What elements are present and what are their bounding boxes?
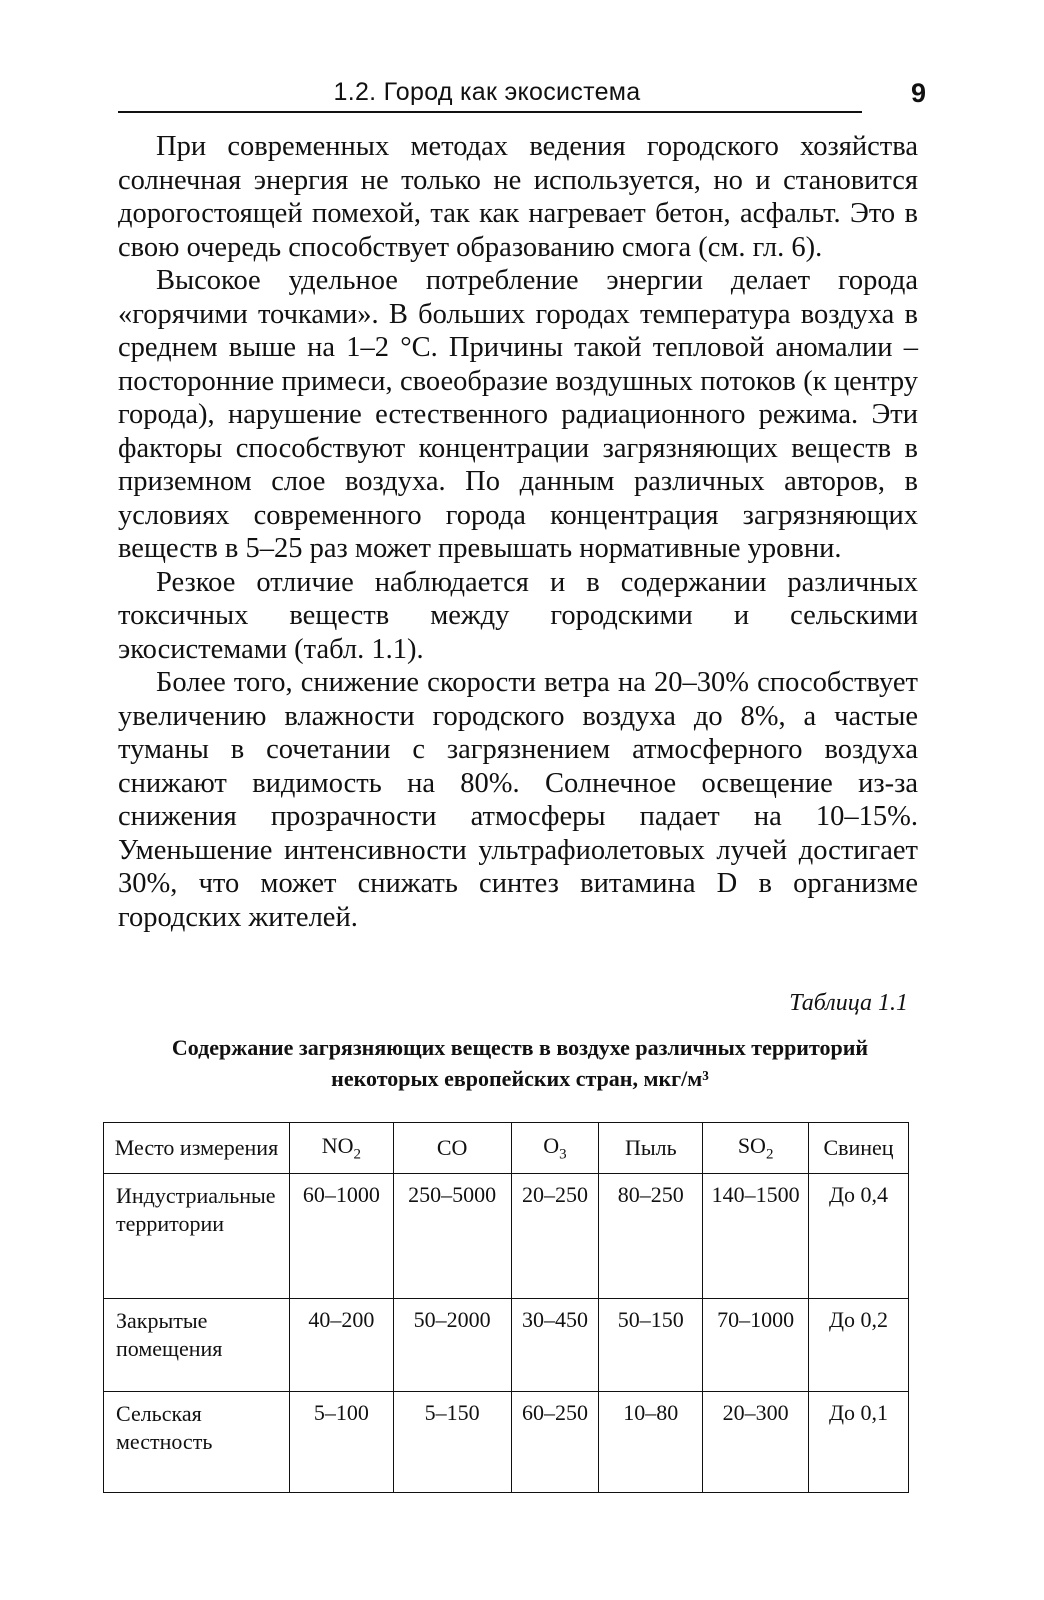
paragraph: Более того, снижение скорости ветра на 20–30% способствует увеличению влажности городского воздуха до 8%, а частые туманы в сочетании с загрязнением атмосферного воздуха снижают видимость на 80%. Солнечное освещение из-за снижения прозрачности атмосферы падает на 10–15%. Уменьшение интенсивности ультрафиолетовых лучей достигает 30%, что может снижать синтез витамина D в организме городских жителей. xyxy=(118,667,918,933)
cell-co: 50–2000 xyxy=(393,1299,511,1392)
header-lead: Свинец xyxy=(809,1123,909,1174)
header-no2-sub: 2 xyxy=(353,1146,362,1163)
header-o3-base: O xyxy=(543,1132,560,1158)
table-row xyxy=(104,1174,909,1299)
header-dust: Пыль xyxy=(599,1123,703,1174)
header-rule xyxy=(118,111,862,113)
table-title-line: Содержание загрязняющих веществ в воздухе различных территорий xyxy=(171,1035,869,1060)
cell-so2: 20–300 xyxy=(703,1392,809,1493)
cell-o3: 60–250 xyxy=(511,1392,599,1493)
cell-lead: До 0,2 xyxy=(809,1299,909,1392)
body-text xyxy=(118,130,918,934)
header-o3-sub: 3 xyxy=(559,1146,567,1163)
table-header-row xyxy=(104,1123,909,1174)
table-row xyxy=(104,1392,909,1493)
cell-so2: 70–1000 xyxy=(703,1299,809,1392)
cell-no2: 60–1000 xyxy=(289,1174,393,1299)
header-so2-sub: 2 xyxy=(765,1146,774,1163)
table-row xyxy=(104,1299,909,1392)
cell-no2: 40–200 xyxy=(289,1299,393,1392)
paragraph: Высокое удельное потребление энергии делает города «горячими точками». В больших городах температура воздуха в среднем выше на 1–2 °С. Причины такой тепловой аномалии – посторонние примеси, своеобразие воздушных потоков (к центру города), нарушение естественного радиационного режима. Эти факторы способствуют концентрации загрязняющих веществ в приземном слое воздуха. По данным различных авторов, в условиях современного города концентрация загрязняющих веществ в 5–25 раз может превышать нормативные уровни. xyxy=(118,265,918,564)
page-number: 9 xyxy=(910,78,926,108)
header-no2 xyxy=(289,1123,393,1174)
header-so2-base: SO xyxy=(737,1132,766,1158)
cell-o3: 20–250 xyxy=(511,1174,599,1299)
table-title xyxy=(120,1032,920,1094)
header-place: Место измерения xyxy=(104,1123,290,1174)
cell-dust: 80–250 xyxy=(599,1174,703,1299)
header-o3 xyxy=(511,1123,599,1174)
cell-o3: 30–450 xyxy=(511,1299,599,1392)
cell-no2: 5–100 xyxy=(289,1392,393,1493)
cell-co: 250–5000 xyxy=(393,1174,511,1299)
cell-place: Индустриальные территории xyxy=(104,1174,290,1299)
header-co: CO xyxy=(393,1123,511,1174)
paragraph: При современных методах ведения городского хозяйства солнечная энергия не только не используется, но и становится дорогостоящей помехой, так как нагревает бетон, асфальт. Это в свою очередь способствует образованию смога (см. гл. 6). xyxy=(118,131,918,263)
cell-place: Закрытые помещения xyxy=(104,1299,290,1392)
pollutants-table xyxy=(103,1122,909,1493)
cell-place: Сельская местность xyxy=(104,1392,290,1493)
cell-dust: 10–80 xyxy=(599,1392,703,1493)
paragraph: Резкое отличие наблюдается и в содержании различных токсичных веществ между городскими и сельскими экосистемами (табл. 1.1). xyxy=(118,566,918,665)
page-header xyxy=(118,78,928,114)
running-head: 1.2. Город как экосистема xyxy=(333,78,641,106)
cell-lead: До 0,1 xyxy=(809,1392,909,1493)
cell-so2: 140–1500 xyxy=(703,1174,809,1299)
table-title-line: некоторых европейских стран, мкг/м³ xyxy=(331,1066,709,1091)
cell-co: 5–150 xyxy=(393,1392,511,1493)
cell-dust: 50–150 xyxy=(599,1299,703,1392)
header-no2-base: NO xyxy=(321,1132,354,1158)
table-label: Таблица 1.1 xyxy=(789,990,908,1016)
cell-lead: До 0,4 xyxy=(809,1174,909,1299)
header-so2 xyxy=(703,1123,809,1174)
